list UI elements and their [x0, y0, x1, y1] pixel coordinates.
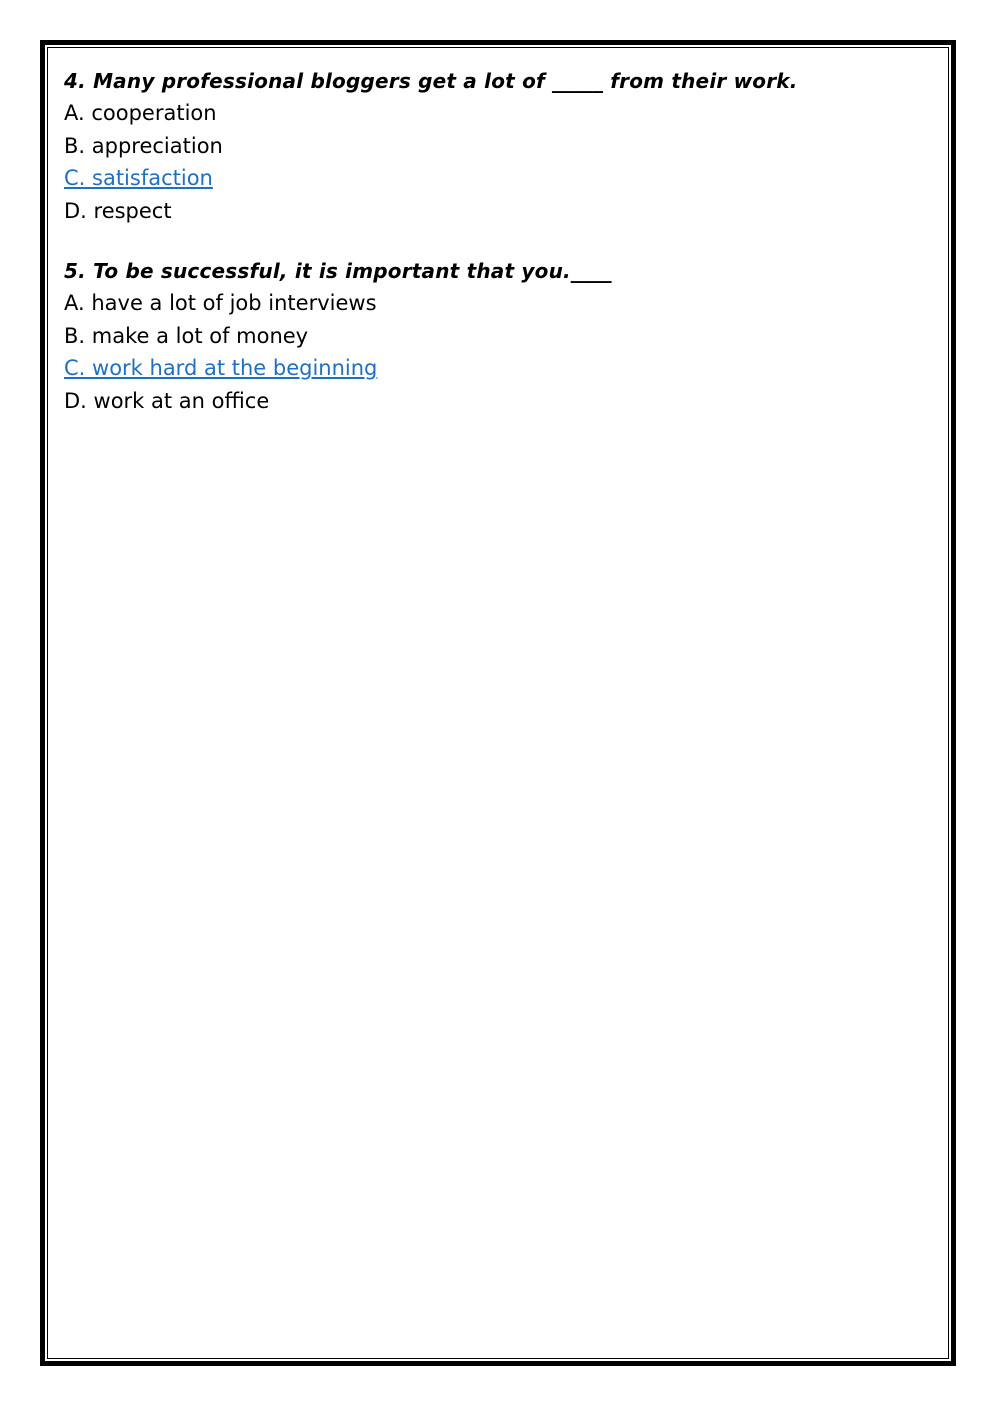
option-c-answer: C. work hard at the beginning: [64, 356, 378, 380]
option-a: A. cooperation: [64, 101, 217, 125]
page-border: [40, 40, 956, 1366]
option-b: B. make a lot of money: [64, 323, 309, 348]
worksheet-content: [64, 65, 931, 445]
option-d: D. work at an office: [64, 388, 270, 413]
option-b: B. appreciation: [64, 133, 223, 158]
question-text: 5. To be successful, it is important that you.____: [64, 259, 612, 283]
option-c-answer: C. satisfaction: [64, 166, 213, 190]
question-4: [64, 65, 931, 227]
question-5: [64, 255, 931, 417]
option-d: D. respect: [64, 198, 172, 223]
option-a: A. have a lot of job interviews: [64, 291, 377, 315]
question-text: 4. Many professional bloggers get a lot of _____ from their work.: [64, 69, 798, 93]
